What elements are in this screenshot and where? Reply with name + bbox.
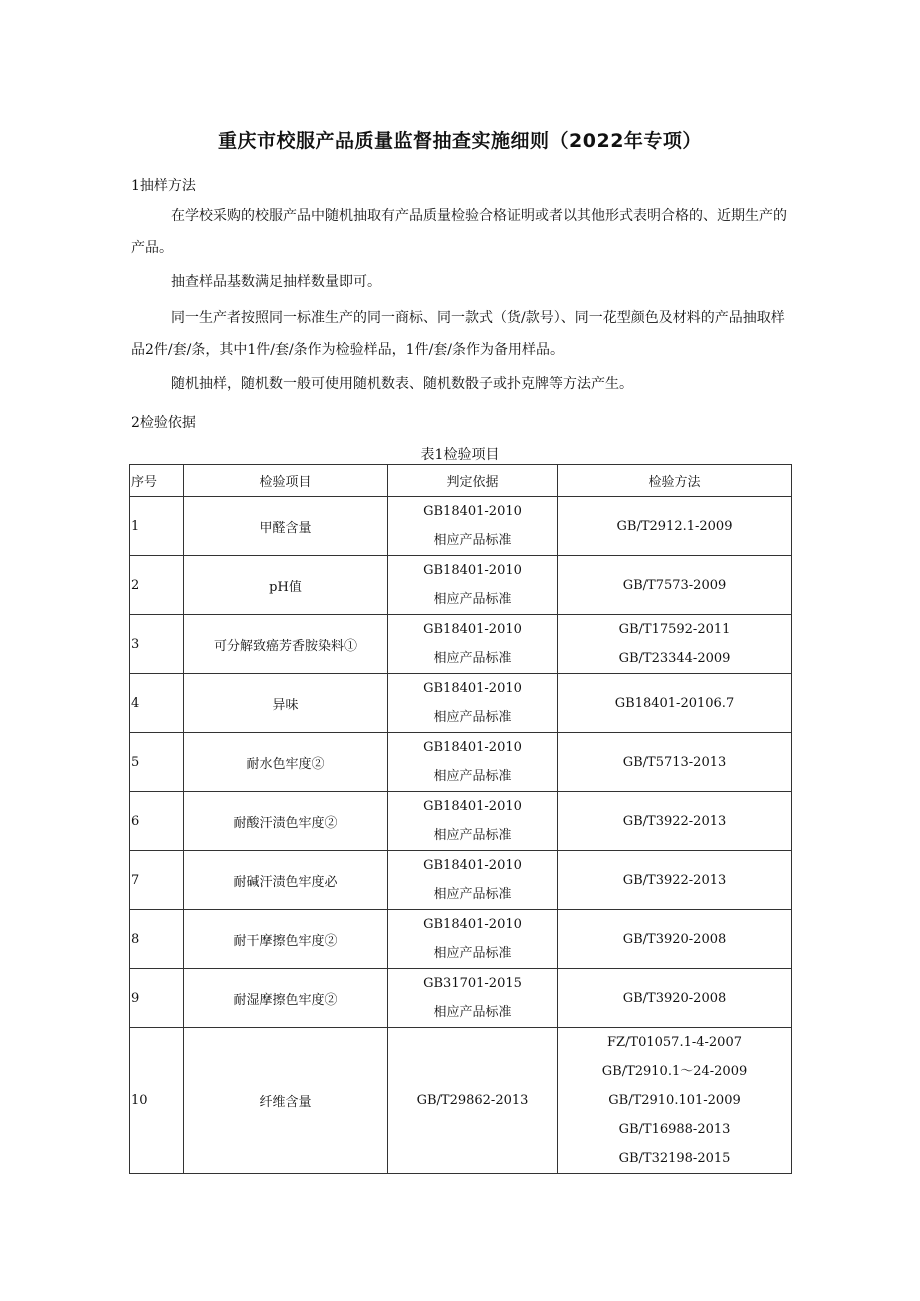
method-line: GB/T2912.1-2009 [616, 518, 733, 534]
cell-no: 2 [130, 556, 184, 615]
method-line: GB/T32198-2015 [618, 1151, 731, 1166]
basis-line: GB18401-2010 [423, 917, 522, 932]
cell-basis [388, 1028, 558, 1174]
basis-line: 相应产品标准 [433, 887, 512, 902]
table-header-row [130, 465, 792, 497]
cell-no: 9 [130, 969, 184, 1028]
basis-line: GB18401-2010 [423, 799, 522, 814]
table-row [130, 674, 792, 733]
cell-method [558, 556, 792, 615]
cell-method [558, 792, 792, 851]
basis-line: 相应产品标准 [433, 592, 512, 607]
cell-method [558, 910, 792, 969]
method-line: GB/T16988-2013 [618, 1122, 731, 1137]
cell-basis [388, 615, 558, 674]
cell-basis [388, 969, 558, 1028]
method-line: GB/T17592-2011 [618, 622, 731, 637]
cell-method [558, 497, 792, 556]
cell-no: 8 [130, 910, 184, 969]
cell-no: 6 [130, 792, 184, 851]
cell-no: 3 [130, 615, 184, 674]
table-row [130, 910, 792, 969]
method-line: GB/T23344-2009 [618, 651, 731, 666]
basis-line: GB18401-2010 [423, 681, 522, 696]
cell-basis [388, 851, 558, 910]
method-line: GB/T3920-2008 [622, 990, 727, 1006]
cell-item: 纤维含量 [184, 1028, 388, 1174]
cell-basis [388, 556, 558, 615]
cell-basis [388, 792, 558, 851]
paragraph-sampling-quantity: 同一生产者按照同一标准生产的同一商标、同一款式（货/款号）、同一花型颜色及材料的产品抽取样品2件/套/条，其中1件/套/条作为检验样品，1件/套/条作为备用样品。 [131, 310, 785, 358]
table-row [130, 615, 792, 674]
basis-line: GB18401-2010 [423, 563, 522, 578]
method-line: GB/T5713-2013 [622, 754, 727, 770]
table-row [130, 497, 792, 556]
paragraph-sampling-base: 抽查样品基数满足抽样数量即可。 [171, 274, 381, 290]
cell-basis [388, 733, 558, 792]
header-method: 检验方法 [558, 465, 792, 497]
basis-line: GB18401-2010 [423, 622, 522, 637]
table-row [130, 969, 792, 1028]
cell-item: 可分解致癌芳香胺染料① [184, 615, 388, 674]
cell-method [558, 851, 792, 910]
cell-item: 耐湿摩擦色牢度② [184, 969, 388, 1028]
cell-method [558, 674, 792, 733]
basis-line: 相应产品标准 [433, 769, 512, 784]
cell-item: 耐碱汗渍色牢度必 [184, 851, 388, 910]
basis-line: 相应产品标准 [433, 651, 512, 666]
cell-no: 4 [130, 674, 184, 733]
method-line: GB/T3922-2013 [622, 813, 727, 829]
cell-basis [388, 910, 558, 969]
cell-no: 7 [130, 851, 184, 910]
table-row [130, 851, 792, 910]
method-line: GB/T2910.101-2009 [608, 1093, 741, 1108]
cell-method [558, 1028, 792, 1174]
method-line: GB/T7573-2009 [622, 577, 727, 593]
basis-line: 相应产品标准 [433, 1005, 512, 1020]
cell-no: 10 [130, 1028, 184, 1174]
cell-method [558, 733, 792, 792]
method-line: GB/T3922-2013 [622, 872, 727, 888]
table-row [130, 733, 792, 792]
basis-line: GB/T29862-2013 [416, 1093, 529, 1108]
cell-basis [388, 674, 558, 733]
paragraph-sampling-source: 在学校采购的校服产品中随机抽取有产品质量检验合格证明或者以其他形式表明合格的、近期生产的产品。 [131, 208, 787, 256]
basis-line: 相应产品标准 [433, 533, 512, 548]
cell-item: 甲醛含量 [184, 497, 388, 556]
cell-no: 1 [130, 497, 184, 556]
page-title: 重庆市校服产品质量监督抽查实施细则（2022年专项） [218, 130, 702, 152]
table-row [130, 792, 792, 851]
method-line: FZ/T01057.1-4-2007 [606, 1035, 742, 1050]
cell-item: 耐酸汗渍色牢度② [184, 792, 388, 851]
basis-line: GB31701-2015 [423, 976, 522, 991]
paragraph-sampling-random: 随机抽样，随机数一般可使用随机数表、随机数骰子或扑克牌等方法产生。 [171, 376, 633, 392]
cell-item: 异味 [184, 674, 388, 733]
cell-item: 耐干摩擦色牢度② [184, 910, 388, 969]
cell-method [558, 615, 792, 674]
cell-method [558, 969, 792, 1028]
basis-line: 相应产品标准 [433, 710, 512, 725]
cell-no: 5 [130, 733, 184, 792]
inspection-items-table [129, 464, 792, 1174]
header-basis: 判定依据 [388, 465, 558, 497]
cell-item: pH值 [184, 556, 388, 615]
basis-line: GB18401-2010 [423, 858, 522, 873]
basis-line: GB18401-2010 [423, 504, 522, 519]
section-heading-basis: 2检验依据 [131, 415, 196, 431]
method-line: GB18401-20106.7 [614, 695, 735, 711]
header-item: 检验项目 [184, 465, 388, 497]
cell-item: 耐水色牢度② [184, 733, 388, 792]
section-heading-sampling: 1抽样方法 [131, 178, 196, 194]
table-row [130, 556, 792, 615]
basis-line: 相应产品标准 [433, 828, 512, 843]
table-caption: 表1检验项目 [420, 447, 500, 463]
basis-line: GB18401-2010 [423, 740, 522, 755]
cell-basis [388, 497, 558, 556]
header-no: 序号 [130, 465, 184, 497]
method-line: GB/T2910.1～24-2009 [601, 1064, 748, 1079]
table-row [130, 1028, 792, 1174]
method-line: GB/T3920-2008 [622, 931, 727, 947]
basis-line: 相应产品标准 [433, 946, 512, 961]
